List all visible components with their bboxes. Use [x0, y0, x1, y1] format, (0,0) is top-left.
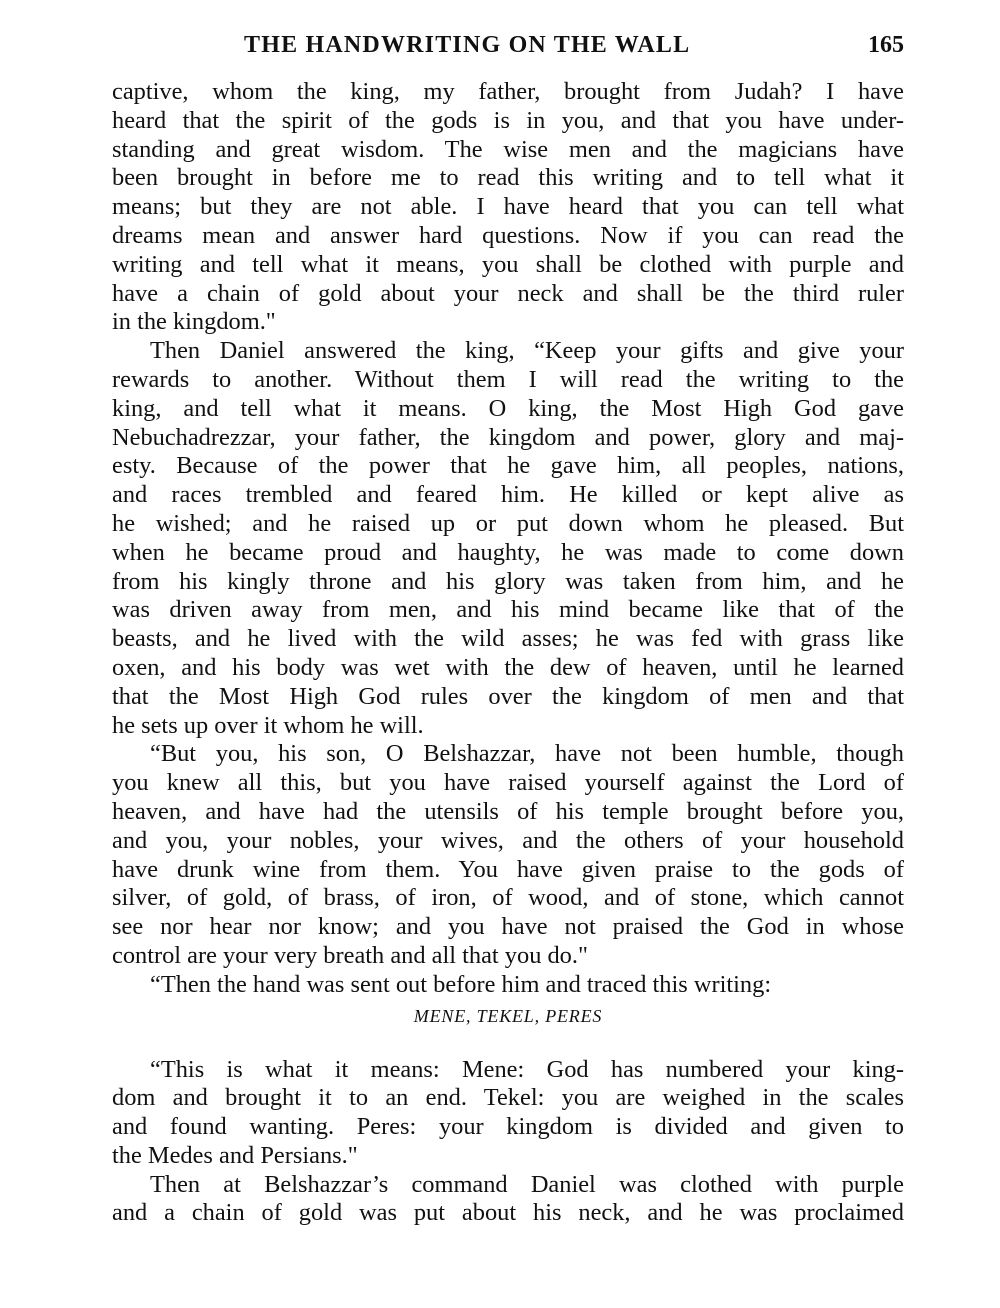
- text-line: was driven away from men, and his mind became like that of the: [112, 596, 904, 624]
- text-line: see nor hear nor know; and you have not praised the God in whose: [112, 913, 904, 941]
- text-line: have a chain of gold about your neck and shall be the third ruler: [112, 279, 904, 307]
- text-line: writing and tell what it means, you shall be clothed with purple and: [112, 250, 904, 278]
- book-page: [112, 32, 904, 1228]
- paragraph-5: [112, 1056, 904, 1171]
- text-line: have drunk wine from them. You have given praise to the gods of: [112, 855, 904, 883]
- text-line: and found wanting. Peres: your kingdom is divided and given to: [112, 1113, 904, 1141]
- wall-writing: MENE, TEKEL, PERES: [413, 1005, 603, 1026]
- text-line: he sets up over it whom he will.: [112, 711, 424, 739]
- text-line: king, and tell what it means. O king, the Most High God gave: [112, 394, 904, 422]
- text-line: Then at Belshazzar’s command Daniel was clothed with purple: [150, 1170, 904, 1198]
- text-line: Nebuchadrezzar, your father, the kingdom and power, glory and maj-: [112, 423, 904, 451]
- paragraph-6: [112, 1171, 904, 1229]
- text-line: that the Most High God rules over the kingdom of men and that: [112, 682, 904, 710]
- text-line: in the kingdom.": [112, 308, 276, 336]
- text-line: dreams mean and answer hard questions. Now if you can read the: [112, 221, 904, 249]
- text-line: captive, whom the king, my father, brought from Judah? I have: [112, 78, 904, 105]
- paragraph-4: [112, 971, 904, 1000]
- text-line: beasts, and he lived with the wild asses; he was fed with grass like: [112, 625, 904, 653]
- text-line: and you, your nobles, your wives, and the others of your household: [112, 826, 904, 854]
- text-line: standing and great wisdom. The wise men and the magicians have: [112, 135, 904, 163]
- text-line: silver, of gold, of brass, of iron, of wood, and of stone, which cannot: [112, 884, 904, 912]
- text-line: Then Daniel answered the king, “Keep your gifts and give your: [150, 337, 904, 365]
- chapter-title: THE HANDWRITING ON THE WALL: [244, 32, 691, 58]
- text-line: “But you, his son, O Belshazzar, have not been humble, though: [150, 740, 904, 768]
- text-line: heaven, and have had the utensils of his temple brought before you,: [112, 797, 904, 825]
- text-line: esty. Because of the power that he gave him, all peoples, nations,: [112, 452, 904, 480]
- text-line: and races trembled and feared him. He killed or kept alive as: [112, 481, 904, 509]
- page-number: 165: [868, 32, 904, 58]
- text-line: been brought in before me to read this writing and to tell what it: [112, 164, 904, 192]
- paragraph-2: [112, 337, 904, 740]
- text-line: “This is what it means: Mene: God has numbered your king-: [150, 1055, 904, 1083]
- text-line: from his kingly throne and his glory was taken from him, and he: [112, 567, 904, 595]
- paragraph-3: [112, 740, 904, 970]
- paragraph-1: [112, 78, 904, 337]
- text-line: “Then the hand was sent out before him and traced this writing:: [150, 970, 772, 998]
- running-head: [112, 32, 904, 64]
- text-line: you knew all this, but you have raised yourself against the Lord of: [112, 769, 904, 797]
- text-line: control are your very breath and all that you do.": [112, 941, 588, 969]
- text-line: and a chain of gold was put about his neck, and he was proclaimed: [112, 1199, 904, 1227]
- text-line: means; but they are not able. I have heard that you can tell what: [112, 193, 904, 221]
- text-line: when he became proud and haughty, he was made to come down: [112, 538, 904, 566]
- text-line: dom and brought it to an end. Tekel: you are weighed in the scales: [112, 1084, 904, 1112]
- text-line: rewards to another. Without them I will read the writing to the: [112, 365, 904, 393]
- text-line: oxen, and his body was wet with the dew of heaven, until he learned: [112, 653, 904, 681]
- body-text: [112, 78, 904, 1228]
- text-line: he wished; and he raised up or put down whom he pleased. But: [112, 509, 904, 537]
- text-line: the Medes and Persians.": [112, 1141, 358, 1169]
- text-line: heard that the spirit of the gods is in you, and that you have under-: [112, 106, 904, 134]
